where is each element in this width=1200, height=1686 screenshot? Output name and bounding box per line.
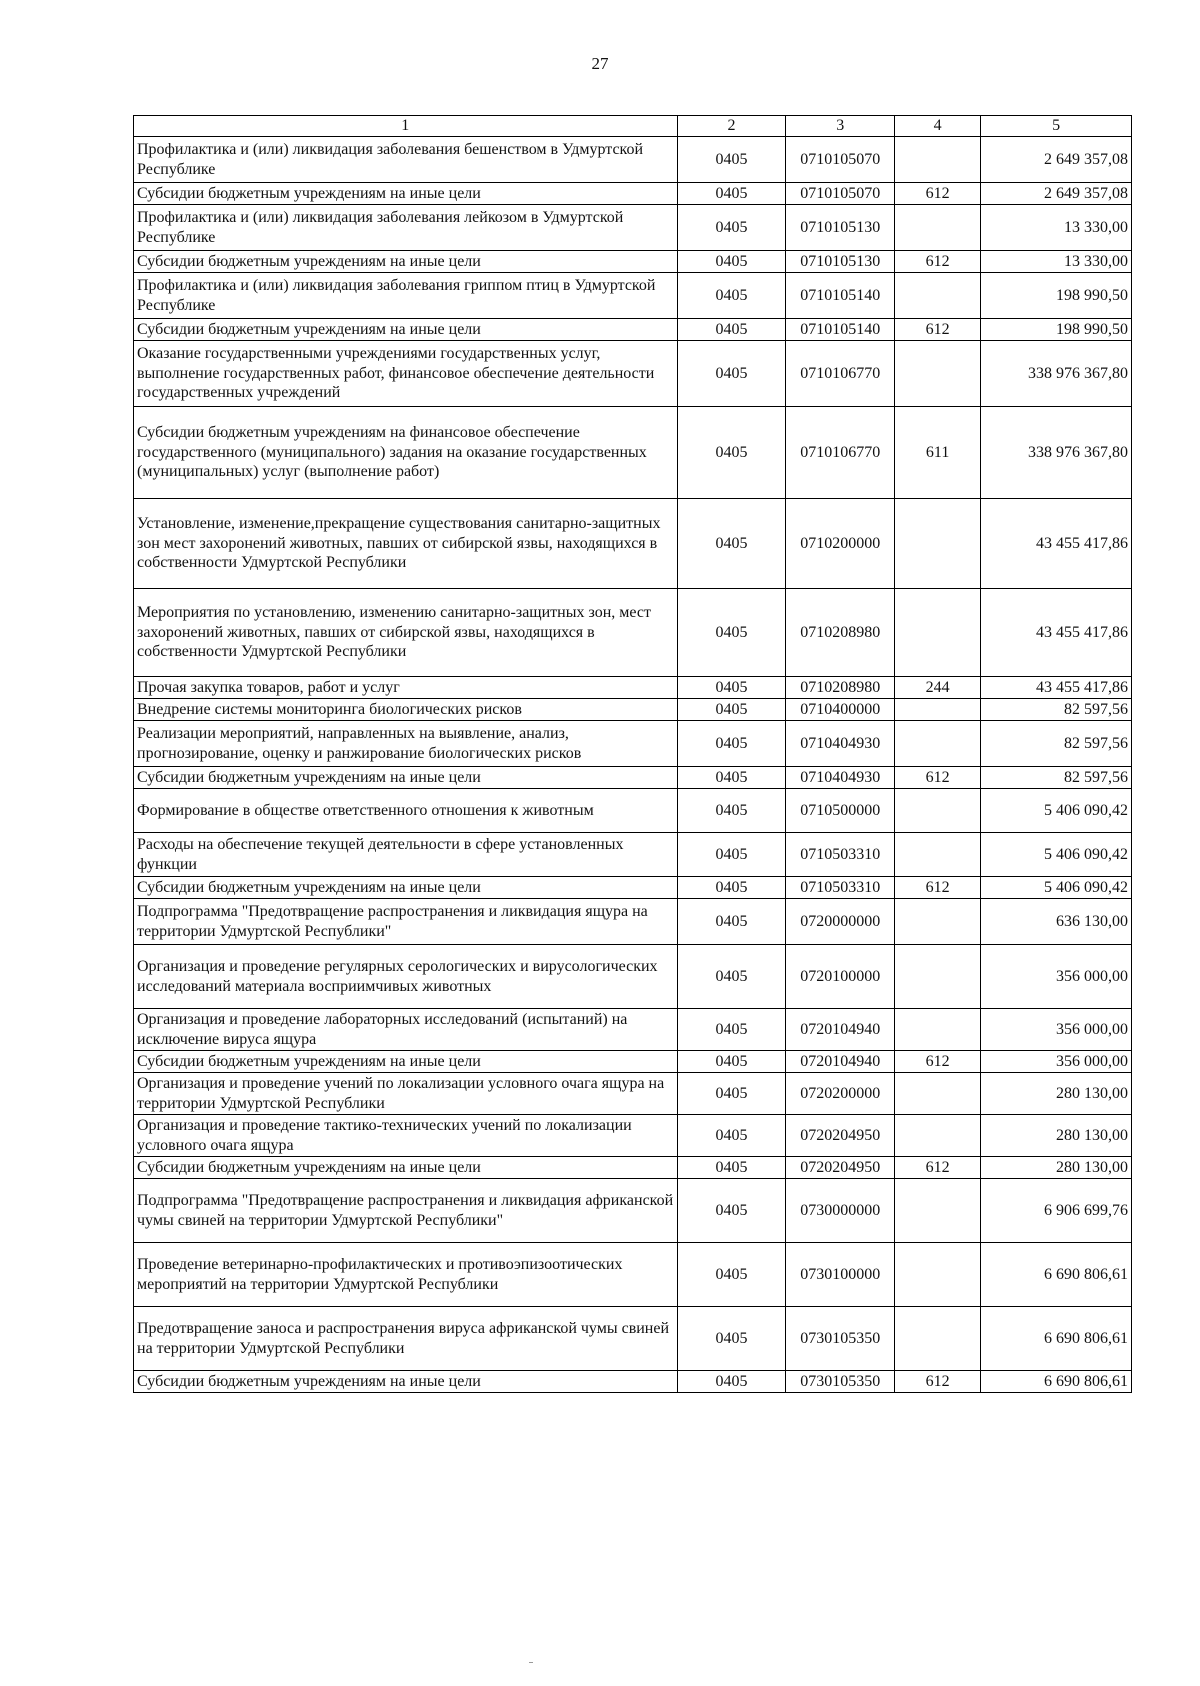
row-section-code: 0405: [677, 833, 786, 877]
row-section-code: 0405: [677, 499, 786, 589]
row-name: Установление, изменение,прекращение существования санитарно-защитных зон мест захоронений животных, павших от сибирской язвы, находящихся в собственности Удмуртской Республики: [134, 499, 678, 589]
column-header-5: 5: [981, 116, 1132, 137]
row-expense-type: [895, 499, 981, 589]
row-section-code: 0405: [677, 767, 786, 789]
column-header-1: 1: [134, 116, 678, 137]
row-amount: 6 690 806,61: [981, 1371, 1132, 1393]
table-row: [134, 767, 1132, 789]
page-number: 27: [591, 54, 609, 73]
row-target-code: 0710105130: [786, 205, 895, 251]
row-target-code: 0710500000: [786, 789, 895, 833]
row-expense-type: 612: [895, 251, 981, 273]
row-amount: 5 406 090,42: [981, 833, 1132, 877]
table-row: [134, 319, 1132, 341]
row-expense-type: [895, 899, 981, 945]
row-expense-type: [895, 1243, 981, 1307]
row-target-code: 0710105130: [786, 251, 895, 273]
row-expense-type: 612: [895, 183, 981, 205]
table-row: [134, 1115, 1132, 1157]
table-row: [134, 1371, 1132, 1393]
scan-speck: [529, 1662, 533, 1663]
row-name: Внедрение системы мониторинга биологических рисков: [134, 699, 678, 721]
row-amount: 82 597,56: [981, 699, 1132, 721]
row-section-code: 0405: [677, 1115, 786, 1157]
row-section-code: 0405: [677, 205, 786, 251]
table-row: [134, 1157, 1132, 1179]
column-header-2: 2: [677, 116, 786, 137]
row-target-code: 0730000000: [786, 1179, 895, 1243]
row-name: Субсидии бюджетным учреждениям на иные цели: [134, 251, 678, 273]
row-target-code: 0720100000: [786, 945, 895, 1009]
table-row: [134, 945, 1132, 1009]
row-expense-type: [895, 137, 981, 183]
row-expense-type: [895, 721, 981, 767]
table-row: [134, 1073, 1132, 1115]
row-expense-type: 612: [895, 1051, 981, 1073]
row-target-code: 0720200000: [786, 1073, 895, 1115]
column-header-4: 4: [895, 116, 981, 137]
row-section-code: 0405: [677, 589, 786, 677]
row-amount: 338 976 367,80: [981, 407, 1132, 499]
row-amount: 6 690 806,61: [981, 1243, 1132, 1307]
table-row: [134, 877, 1132, 899]
row-name: Организация и проведение регулярных серологических и вирусологических исследований материала восприимчивых животных: [134, 945, 678, 1009]
row-target-code: 0730105350: [786, 1371, 895, 1393]
row-section-code: 0405: [677, 1179, 786, 1243]
row-section-code: 0405: [677, 137, 786, 183]
row-expense-type: 612: [895, 319, 981, 341]
row-name: Субсидии бюджетным учреждениям на финансовое обеспечение государственного (муниципального) задания на оказание государственных (муниципальных) услуг (выполнение работ): [134, 407, 678, 499]
row-target-code: 0720000000: [786, 899, 895, 945]
row-section-code: 0405: [677, 319, 786, 341]
row-name: Прочая закупка товаров, работ и услуг: [134, 677, 678, 699]
table-row: [134, 407, 1132, 499]
row-expense-type: [895, 1115, 981, 1157]
row-expense-type: [895, 341, 981, 407]
row-section-code: 0405: [677, 1009, 786, 1051]
table-row: [134, 833, 1132, 877]
row-target-code: 0710404930: [786, 767, 895, 789]
row-amount: 636 130,00: [981, 899, 1132, 945]
row-expense-type: [895, 699, 981, 721]
row-target-code: 0710106770: [786, 341, 895, 407]
row-section-code: 0405: [677, 273, 786, 319]
row-target-code: 0710400000: [786, 699, 895, 721]
row-name: Субсидии бюджетным учреждениям на иные цели: [134, 1371, 678, 1393]
row-section-code: 0405: [677, 1307, 786, 1371]
row-amount: 43 455 417,86: [981, 677, 1132, 699]
row-section-code: 0405: [677, 341, 786, 407]
header-row: [134, 116, 1132, 137]
row-name: Подпрограмма "Предотвращение распространения и ликвидация африканской чумы свиней на территории Удмуртской Республики": [134, 1179, 678, 1243]
row-section-code: 0405: [677, 1157, 786, 1179]
row-expense-type: [895, 273, 981, 319]
table-row: [134, 273, 1132, 319]
row-expense-type: 612: [895, 1371, 981, 1393]
row-amount: 280 130,00: [981, 1073, 1132, 1115]
row-amount: 6 906 699,76: [981, 1179, 1132, 1243]
row-amount: 280 130,00: [981, 1157, 1132, 1179]
row-name: Субсидии бюджетным учреждениям на иные цели: [134, 1157, 678, 1179]
table-row: [134, 1307, 1132, 1371]
row-expense-type: [895, 1307, 981, 1371]
row-name: Проведение ветеринарно-профилактических и противоэпизоотических мероприятий на территории Удмуртской Республики: [134, 1243, 678, 1307]
row-target-code: 0720204950: [786, 1157, 895, 1179]
row-target-code: 0710503310: [786, 877, 895, 899]
row-expense-type: 611: [895, 407, 981, 499]
row-name: Профилактика и (или) ликвидация заболевания бешенством в Удмуртской Республике: [134, 137, 678, 183]
row-amount: 2 649 357,08: [981, 183, 1132, 205]
row-amount: 43 455 417,86: [981, 499, 1132, 589]
row-name: Организация и проведение учений по локализации условного очага ящура на территории Удмуртской Республики: [134, 1073, 678, 1115]
row-name: Субсидии бюджетным учреждениям на иные цели: [134, 1051, 678, 1073]
table-row: [134, 1179, 1132, 1243]
row-amount: 43 455 417,86: [981, 589, 1132, 677]
row-name: Субсидии бюджетным учреждениям на иные цели: [134, 877, 678, 899]
row-amount: 198 990,50: [981, 319, 1132, 341]
row-name: Организация и проведение тактико-технических учений по локализации условного очага ящура: [134, 1115, 678, 1157]
row-section-code: 0405: [677, 699, 786, 721]
column-header-3: 3: [786, 116, 895, 137]
row-target-code: 0710208980: [786, 589, 895, 677]
row-expense-type: [895, 945, 981, 1009]
row-section-code: 0405: [677, 1371, 786, 1393]
row-target-code: 0710404930: [786, 721, 895, 767]
table-row: [134, 1009, 1132, 1051]
row-name: Субсидии бюджетным учреждениям на иные цели: [134, 319, 678, 341]
row-section-code: 0405: [677, 877, 786, 899]
row-name: Субсидии бюджетным учреждениям на иные цели: [134, 183, 678, 205]
row-expense-type: [895, 1009, 981, 1051]
row-name: Формирование в обществе ответственного отношения к животным: [134, 789, 678, 833]
row-amount: 82 597,56: [981, 767, 1132, 789]
table-row: [134, 699, 1132, 721]
row-amount: 338 976 367,80: [981, 341, 1132, 407]
row-name: Профилактика и (или) ликвидация заболевания лейкозом в Удмуртской Республике: [134, 205, 678, 251]
row-target-code: 0710503310: [786, 833, 895, 877]
table-row: [134, 899, 1132, 945]
row-section-code: 0405: [677, 407, 786, 499]
row-amount: 356 000,00: [981, 1009, 1132, 1051]
row-name: Расходы на обеспечение текущей деятельности в сфере установленных функции: [134, 833, 678, 877]
row-section-code: 0405: [677, 721, 786, 767]
row-name: Организация и проведение лабораторных исследований (испытаний) на исключение вируса ящура: [134, 1009, 678, 1051]
table-row: [134, 589, 1132, 677]
row-name: Субсидии бюджетным учреждениям на иные цели: [134, 767, 678, 789]
row-section-code: 0405: [677, 945, 786, 1009]
row-amount: 6 690 806,61: [981, 1307, 1132, 1371]
row-target-code: 0710105140: [786, 319, 895, 341]
row-section-code: 0405: [677, 1243, 786, 1307]
row-target-code: 0730105350: [786, 1307, 895, 1371]
row-section-code: 0405: [677, 251, 786, 273]
row-target-code: 0730100000: [786, 1243, 895, 1307]
row-expense-type: [895, 589, 981, 677]
table-row: [134, 789, 1132, 833]
row-expense-type: [895, 833, 981, 877]
row-target-code: 0720204950: [786, 1115, 895, 1157]
row-amount: 356 000,00: [981, 945, 1132, 1009]
row-amount: 198 990,50: [981, 273, 1132, 319]
table-row: [134, 183, 1132, 205]
row-target-code: 0720104940: [786, 1009, 895, 1051]
row-amount: 5 406 090,42: [981, 877, 1132, 899]
row-name: Профилактика и (или) ликвидация заболевания гриппом птиц в Удмуртской Республике: [134, 273, 678, 319]
row-name: Подпрограмма "Предотвращение распространения и ликвидация ящура на территории Удмуртской Республики": [134, 899, 678, 945]
row-expense-type: [895, 205, 981, 251]
row-name: Мероприятия по установлению, изменению санитарно-защитных зон, мест захоронений животных, павших от сибирской язвы, находящихся в собственности Удмуртской Республики: [134, 589, 678, 677]
row-section-code: 0405: [677, 677, 786, 699]
row-expense-type: [895, 1179, 981, 1243]
row-target-code: 0710200000: [786, 499, 895, 589]
row-amount: 13 330,00: [981, 205, 1132, 251]
row-amount: 82 597,56: [981, 721, 1132, 767]
table-row: [134, 341, 1132, 407]
row-amount: 5 406 090,42: [981, 789, 1132, 833]
table-row: [134, 1243, 1132, 1307]
table-row: [134, 1051, 1132, 1073]
row-expense-type: 244: [895, 677, 981, 699]
row-expense-type: 612: [895, 767, 981, 789]
row-target-code: 0720104940: [786, 1051, 895, 1073]
row-name: Оказание государственными учреждениями государственных услуг, выполнение государственных работ, финансовое обеспечение деятельности государственных учреждений: [134, 341, 678, 407]
row-name: Реализации мероприятий, направленных на выявление, анализ, прогнозирование, оценку и ранжирование биологических рисков: [134, 721, 678, 767]
row-expense-type: 612: [895, 1157, 981, 1179]
row-expense-type: [895, 789, 981, 833]
row-section-code: 0405: [677, 899, 786, 945]
table-row: [134, 205, 1132, 251]
row-target-code: 0710105070: [786, 137, 895, 183]
row-amount: 356 000,00: [981, 1051, 1132, 1073]
row-name: Предотвращение заноса и распространения вируса африканской чумы свиней на территории Удмуртской Республики: [134, 1307, 678, 1371]
row-section-code: 0405: [677, 789, 786, 833]
table-row: [134, 137, 1132, 183]
row-target-code: 0710106770: [786, 407, 895, 499]
row-amount: 13 330,00: [981, 251, 1132, 273]
row-expense-type: [895, 1073, 981, 1115]
table-row: [134, 721, 1132, 767]
row-section-code: 0405: [677, 183, 786, 205]
table-row: [134, 677, 1132, 699]
row-target-code: 0710208980: [786, 677, 895, 699]
table-row: [134, 251, 1132, 273]
row-section-code: 0405: [677, 1051, 786, 1073]
budget-table: [133, 115, 1132, 1393]
row-amount: 280 130,00: [981, 1115, 1132, 1157]
row-section-code: 0405: [677, 1073, 786, 1115]
table-row: [134, 499, 1132, 589]
row-expense-type: 612: [895, 877, 981, 899]
row-target-code: 0710105140: [786, 273, 895, 319]
row-target-code: 0710105070: [786, 183, 895, 205]
row-amount: 2 649 357,08: [981, 137, 1132, 183]
